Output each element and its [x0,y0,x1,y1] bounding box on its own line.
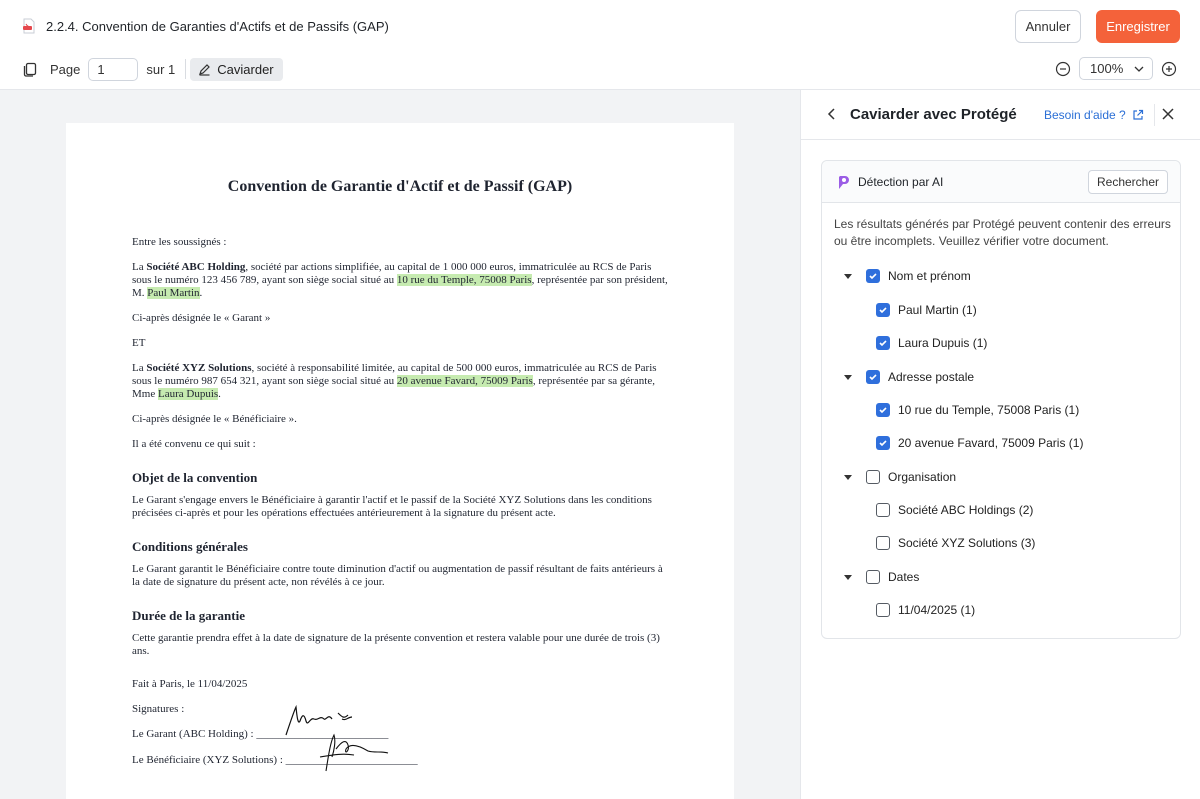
check-icon [878,305,888,315]
group-organisation[interactable] [844,469,956,485]
check-icon [878,405,888,415]
document-page [66,123,734,799]
checkbox-unchecked[interactable] [876,503,890,517]
check-icon [868,372,878,382]
item-label: Société ABC Holdings (2) [898,503,1034,517]
checkbox-unchecked[interactable] [876,536,890,550]
group-label: Nom et prénom [888,269,971,283]
document-toolbar [22,57,283,81]
item-label: Société XYZ Solutions (3) [898,536,1036,550]
group-label: Adresse postale [888,370,975,384]
item-org-xyz[interactable] [876,535,1035,551]
zoom-level-value: 100% [1090,61,1124,76]
zoom-out-icon[interactable] [1055,61,1071,77]
beneficiaire-line: Ci-après désignée le « Bénéficiaire ». [132,413,297,425]
zoom-level-select[interactable] [1079,57,1153,80]
check-icon [878,438,888,448]
signatures-label: Signatures : [132,703,185,715]
caviarder-label: Caviarder [217,61,274,77]
pen-icon [198,63,211,76]
section-duree-title: Durée de la garantie [132,608,246,623]
toolbar-divider [185,59,186,79]
item-label: Laura Dupuis (1) [898,336,988,350]
party1-name: Société ABC Holding [146,261,246,273]
item-label: 11/04/2025 (1) [898,603,976,617]
section-conditions-title: Conditions générales [132,539,248,554]
highlight-address-2[interactable]: 20 avenue Favard, 75009 Paris [396,375,533,387]
pdf-file-icon [22,18,36,34]
signature-beneficiaire-line: Le Bénéficiaire (XYZ Solutions) : ________________________ [132,754,418,766]
help-label: Besoin d'aide ? [1044,108,1126,122]
protege-ai-icon [836,174,850,190]
document-title: 2.2.4. Convention de Garanties d'Actifs et de Passifs (GAP) [46,18,389,34]
help-link[interactable] [1044,108,1144,122]
zoom-controls [1055,57,1177,80]
group-label: Organisation [888,470,957,484]
check-icon [878,338,888,348]
group-adresse-postale[interactable] [844,369,974,385]
ai-disclaimer-text: Les résultats générés par Protégé peuvent contenir des erreurs ou être incomplets. Veuillez vérifier votre document. [834,217,1171,248]
caret-down-icon[interactable] [844,272,852,280]
group-nom-prenom[interactable] [844,268,971,284]
chevron-down-icon [1134,66,1144,72]
et-text: ET [132,337,146,349]
item-label: 10 rue du Temple, 75008 Paris (1) [898,403,1080,417]
group-label: Dates [888,570,920,584]
item-org-abc[interactable] [876,502,1033,518]
search-button[interactable]: Rechercher [1088,170,1168,194]
item-date-1[interactable] [876,602,975,618]
highlight-person-2[interactable]: Laura Dupuis [157,388,219,400]
garant-line: Ci-après désignée le « Garant » [132,312,271,324]
signature-garant-line: Le Garant (ABC Holding) : ________________________ [132,728,389,740]
checkbox-checked[interactable] [876,403,890,417]
close-icon[interactable] [1161,107,1175,121]
party1-paragraph: La Société ABC Holding, société par actions simplifiée, au capital de 1 000 000 euros, immatriculée au RCS de Paris sous le numéro 123 456 789, ayant son siège social situé au 10 rue du Temple, 75008 Paris, représentée par son président, M. Paul Martin. [132,261,668,299]
ai-detection-card [821,160,1181,639]
checkbox-checked[interactable] [866,370,880,384]
checkbox-checked[interactable] [876,303,890,317]
checkbox-unchecked[interactable] [866,470,880,484]
item-paul-martin[interactable] [876,302,977,318]
external-link-icon [1132,109,1144,121]
item-label: 20 avenue Favard, 75009 Paris (1) [898,436,1084,450]
checkbox-checked[interactable] [876,436,890,450]
caret-down-icon[interactable] [844,473,852,481]
party2-paragraph: La Société XYZ Solutions, société à responsabilité limitée, au capital de 500 000 euros, immatriculée au RCS de Paris sous le numéro 987 654 321, ayant son siège social situé au 20 avenue Favard, 75009 Paris, représentée par sa gérante, Mme Laura Dupuis. [132,362,657,400]
item-address-temple[interactable] [876,402,1079,418]
party2-name: Société XYZ Solutions [146,362,252,374]
highlight-person-1[interactable]: Paul Martin [147,287,200,299]
item-label: Paul Martin (1) [898,303,977,317]
save-button[interactable]: Enregistrer [1096,10,1180,43]
page-number-input[interactable] [88,58,138,81]
item-address-favard[interactable] [876,435,1083,451]
item-laura-dupuis[interactable] [876,335,987,351]
fait-a-text: Fait à Paris, le 11/04/2025 [132,678,248,690]
redaction-panel [800,90,1200,799]
page-count-label: sur 1 [146,61,176,77]
checkbox-unchecked[interactable] [866,570,880,584]
section-duree-text: Cette garantie prendra effet à la date de signature de la présente convention et restera valable pour une durée de trois (3) ans. [132,632,660,657]
panel-title: Caviarder avec Protégé [850,106,1017,123]
caviarder-button[interactable] [190,58,282,81]
intro-text: Entre les soussignés : [132,236,227,248]
document-viewer[interactable] [0,90,800,799]
checkbox-unchecked[interactable] [876,603,890,617]
panel-header [801,90,1200,140]
cancel-button[interactable]: Annuler [1015,10,1081,43]
check-icon [868,271,878,281]
caret-down-icon[interactable] [844,573,852,581]
section-objet-text: Le Garant s'engage envers le Bénéficiaire à garantir l'actif et le passif de la Société XYZ Solutions dans les conditions précisées ci-après et pour les opérations effectuées antérieurement à la signature du présent acte. [132,494,652,519]
checkbox-checked[interactable] [866,269,880,283]
highlight-address-1[interactable]: 10 rue du Temple, 75008 Paris [396,274,532,286]
page-label: Page [50,61,81,77]
section-objet-title: Objet de la convention [132,470,258,485]
section-conditions-text: Le Garant garantit le Bénéficiaire contre toute diminution d'actif ou augmentation de passif résultant de faits antérieurs à la date de signature du présent acte, non révélés à ce jour. [132,563,663,588]
checkbox-checked[interactable] [876,336,890,350]
ai-detection-title: Détection par AI [858,175,944,189]
document-title-row [22,18,389,34]
pages-thumbnail-icon[interactable] [22,61,38,77]
convenu-text: Il a été convenu ce qui suit : [132,438,256,450]
ai-detection-header [822,161,1180,203]
caret-down-icon[interactable] [844,373,852,381]
signature-beneficiaire-drawing [312,731,392,775]
chevron-left-icon[interactable] [825,107,839,121]
group-dates[interactable] [844,569,919,585]
header-divider [1154,104,1155,126]
document-heading: Convention de Garantie d'Actif et de Passif (GAP) [227,178,573,195]
zoom-in-icon[interactable] [1161,61,1177,77]
top-header [0,0,1200,90]
